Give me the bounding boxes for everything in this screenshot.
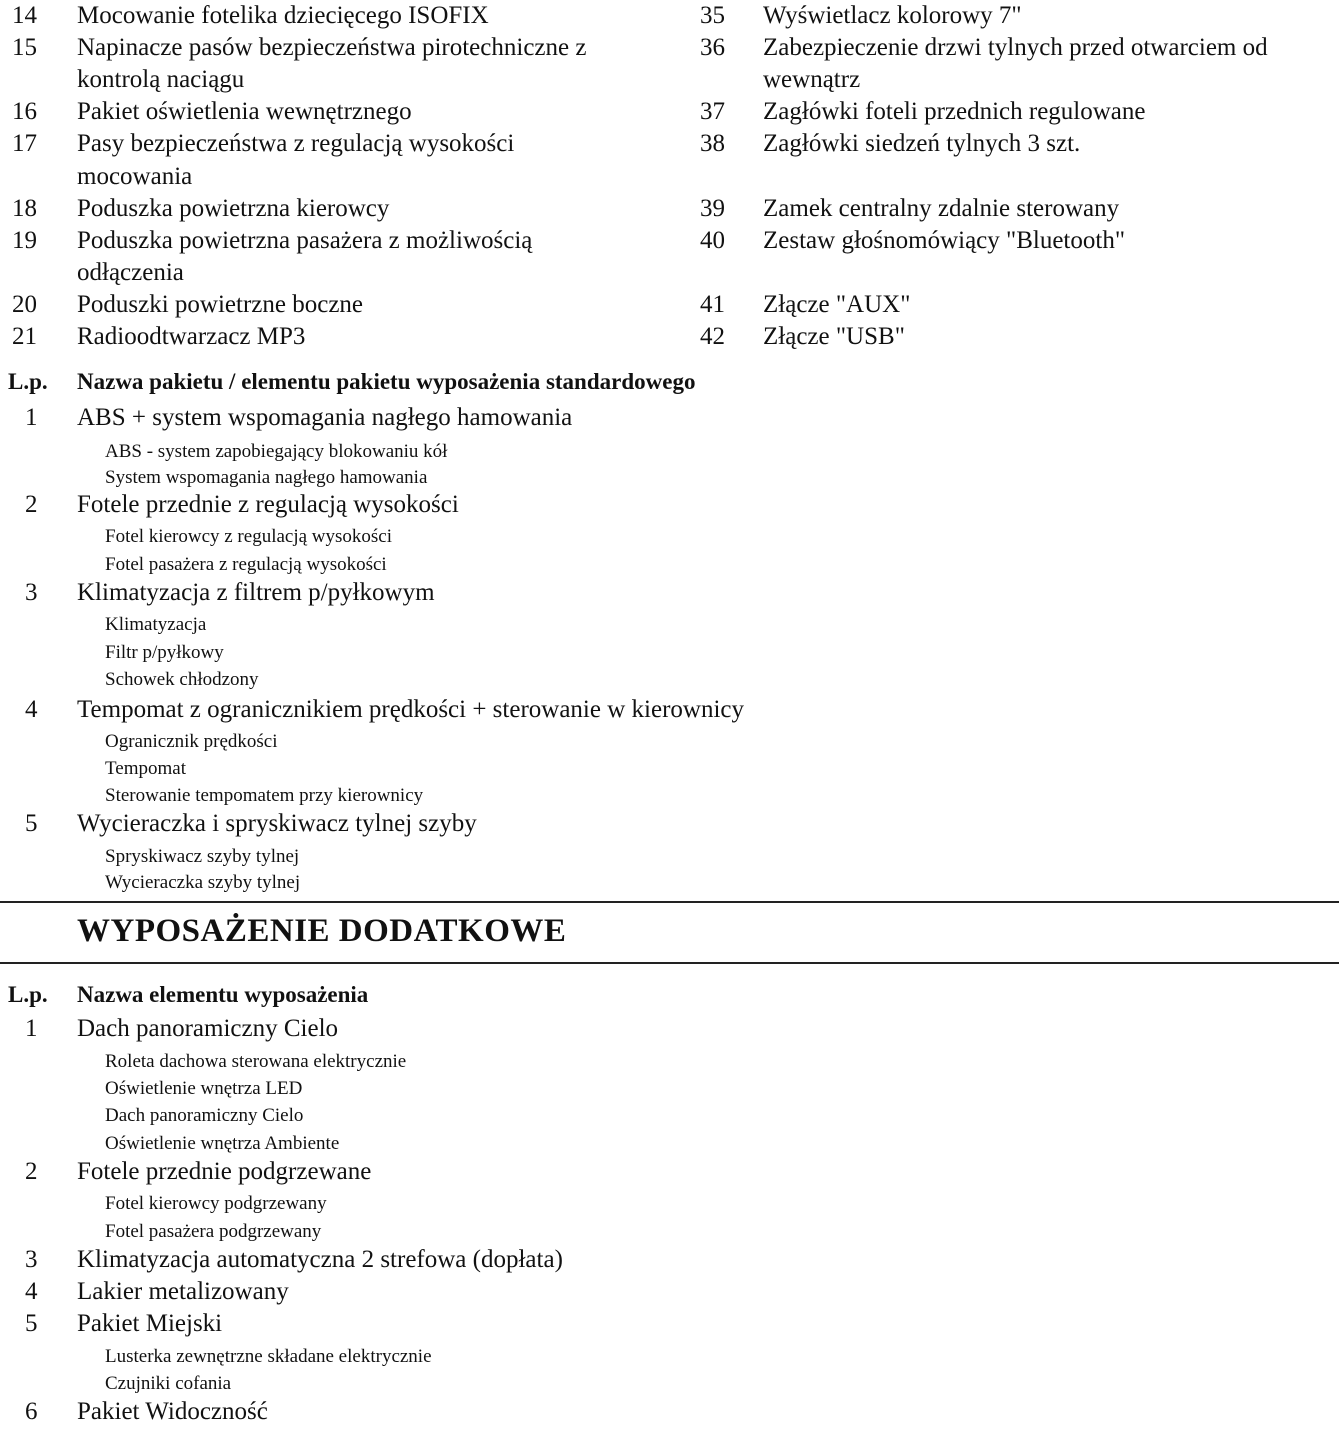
list-item-label: Zestaw głośnomówiący "Bluetooth" bbox=[763, 227, 1126, 254]
list-item-label: Zagłówki siedzeń tylnych 3 szt. bbox=[763, 130, 1081, 157]
section-divider-bottom bbox=[0, 962, 1339, 964]
list-item-number: 37 bbox=[700, 98, 725, 125]
package-element: Fotel pasażera z regulacją wysokości bbox=[105, 554, 387, 575]
list-item-label: Poduszka powietrzna kierowcy bbox=[77, 195, 390, 222]
package-number: 5 bbox=[25, 810, 38, 837]
column-header-name: Nazwa elementu wyposażenia bbox=[77, 982, 369, 1007]
equipment-element: Czujniki cofania bbox=[105, 1373, 232, 1394]
equipment-element: Oświetlenie wnętrza Ambiente bbox=[105, 1133, 340, 1154]
list-item-label: Zabezpieczenie drzwi tylnych przed otwarciem od bbox=[763, 34, 1268, 61]
package-number: 3 bbox=[25, 579, 38, 606]
column-header-lp: L.p. bbox=[8, 369, 48, 394]
equipment-name: Lakier metalizowany bbox=[77, 1278, 289, 1305]
package-element: Spryskiwacz szyby tylnej bbox=[105, 846, 300, 867]
package-element: Klimatyzacja bbox=[105, 614, 207, 635]
list-item-label: Napinacze pasów bezpieczeństwa pirotechniczne z bbox=[77, 34, 587, 61]
list-item-label: Mocowanie fotelika dziecięcego ISOFIX bbox=[77, 2, 489, 29]
section-title: WYPOSAŻENIE DODATKOWE bbox=[77, 913, 567, 949]
list-item-number: 18 bbox=[12, 195, 37, 222]
package-element: Wycieraczka szyby tylnej bbox=[105, 872, 301, 893]
list-item-label: Złącze "AUX" bbox=[763, 291, 911, 318]
equipment-name: Pakiet Miejski bbox=[77, 1310, 223, 1337]
equipment-element: Roleta dachowa sterowana elektrycznie bbox=[105, 1051, 407, 1072]
column-header-name: Nazwa pakietu / elementu pakietu wyposażenia standardowego bbox=[77, 369, 696, 394]
list-item-label: Poduszki powietrzne boczne bbox=[77, 291, 364, 318]
package-name: Klimatyzacja z filtrem p/pyłkowym bbox=[77, 579, 435, 606]
equipment-element: Fotel pasażera podgrzewany bbox=[105, 1221, 322, 1242]
list-item-number: 42 bbox=[700, 323, 725, 350]
list-item-label: Pakiet oświetlenia wewnętrznego bbox=[77, 98, 412, 125]
column-header-lp: L.p. bbox=[8, 982, 48, 1007]
package-number: 4 bbox=[25, 696, 38, 723]
section-divider-top bbox=[0, 901, 1339, 903]
list-item-number: 36 bbox=[700, 34, 725, 61]
list-item-label-continued: mocowania bbox=[77, 163, 193, 190]
equipment-element: Fotel kierowcy podgrzewany bbox=[105, 1193, 327, 1214]
equipment-number: 5 bbox=[25, 1310, 38, 1337]
list-item-label: Wyświetlacz kolorowy 7" bbox=[763, 2, 1022, 29]
package-name: Tempomat z ogranicznikiem prędkości + sterowanie w kierownicy bbox=[77, 696, 744, 723]
list-item-number: 41 bbox=[700, 291, 725, 318]
package-element: Fotel kierowcy z regulacją wysokości bbox=[105, 526, 393, 547]
package-element: Filtr p/pyłkowy bbox=[105, 642, 224, 663]
package-name: ABS + system wspomagania nagłego hamowania bbox=[77, 404, 573, 431]
list-item-label: Pasy bezpieczeństwa z regulacją wysokości bbox=[77, 130, 515, 157]
list-item-label: Zamek centralny zdalnie sterowany bbox=[763, 195, 1120, 222]
list-item-number: 35 bbox=[700, 2, 725, 29]
equipment-number: 1 bbox=[25, 1015, 38, 1042]
equipment-name: Klimatyzacja automatyczna 2 strefowa (dopłata) bbox=[77, 1246, 563, 1273]
list-item-number: 38 bbox=[700, 130, 725, 157]
package-element: System wspomagania nagłego hamowania bbox=[105, 467, 428, 488]
package-number: 2 bbox=[25, 491, 38, 518]
list-item-number: 17 bbox=[12, 130, 37, 157]
list-item-label: Zagłówki foteli przednich regulowane bbox=[763, 98, 1146, 125]
list-item-number: 39 bbox=[700, 195, 725, 222]
list-item-label: Poduszka powietrzna pasażera z możliwością bbox=[77, 227, 533, 254]
package-element: Sterowanie tempomatem przy kierownicy bbox=[105, 785, 424, 806]
equipment-name: Fotele przednie podgrzewane bbox=[77, 1158, 372, 1185]
equipment-number: 3 bbox=[25, 1246, 38, 1273]
equipment-name: Dach panoramiczny Cielo bbox=[77, 1015, 339, 1042]
equipment-element: Lusterka zewnętrzne składane elektrycznie bbox=[105, 1346, 432, 1367]
list-item-number: 20 bbox=[12, 291, 37, 318]
package-name: Wycieraczka i spryskiwacz tylnej szyby bbox=[77, 810, 477, 837]
list-item-label: Złącze "USB" bbox=[763, 323, 905, 350]
equipment-element: Oświetlenie wnętrza LED bbox=[105, 1078, 303, 1099]
equipment-name: Pakiet Widoczność bbox=[77, 1398, 268, 1425]
list-item-number: 40 bbox=[700, 227, 725, 254]
list-item-label-continued: kontrolą naciągu bbox=[77, 66, 245, 93]
package-number: 1 bbox=[25, 404, 38, 431]
package-element: Tempomat bbox=[105, 758, 186, 779]
list-item-label: Radioodtwarzacz MP3 bbox=[77, 323, 306, 350]
package-element: ABS - system zapobiegający blokowaniu kół bbox=[105, 441, 448, 462]
list-item-number: 16 bbox=[12, 98, 37, 125]
list-item-number: 14 bbox=[12, 2, 37, 29]
equipment-element: Dach panoramiczny Cielo bbox=[105, 1105, 304, 1126]
list-item-label-continued: odłączenia bbox=[77, 259, 184, 286]
list-item-number: 19 bbox=[12, 227, 37, 254]
equipment-number: 4 bbox=[25, 1278, 38, 1305]
equipment-number: 6 bbox=[25, 1398, 38, 1425]
equipment-number: 2 bbox=[25, 1158, 38, 1185]
package-element: Ogranicznik prędkości bbox=[105, 731, 278, 752]
package-name: Fotele przednie z regulacją wysokości bbox=[77, 491, 459, 518]
list-item-number: 15 bbox=[12, 34, 37, 61]
list-item-number: 21 bbox=[12, 323, 37, 350]
package-element: Schowek chłodzony bbox=[105, 669, 259, 690]
list-item-label-continued: wewnątrz bbox=[763, 66, 861, 93]
